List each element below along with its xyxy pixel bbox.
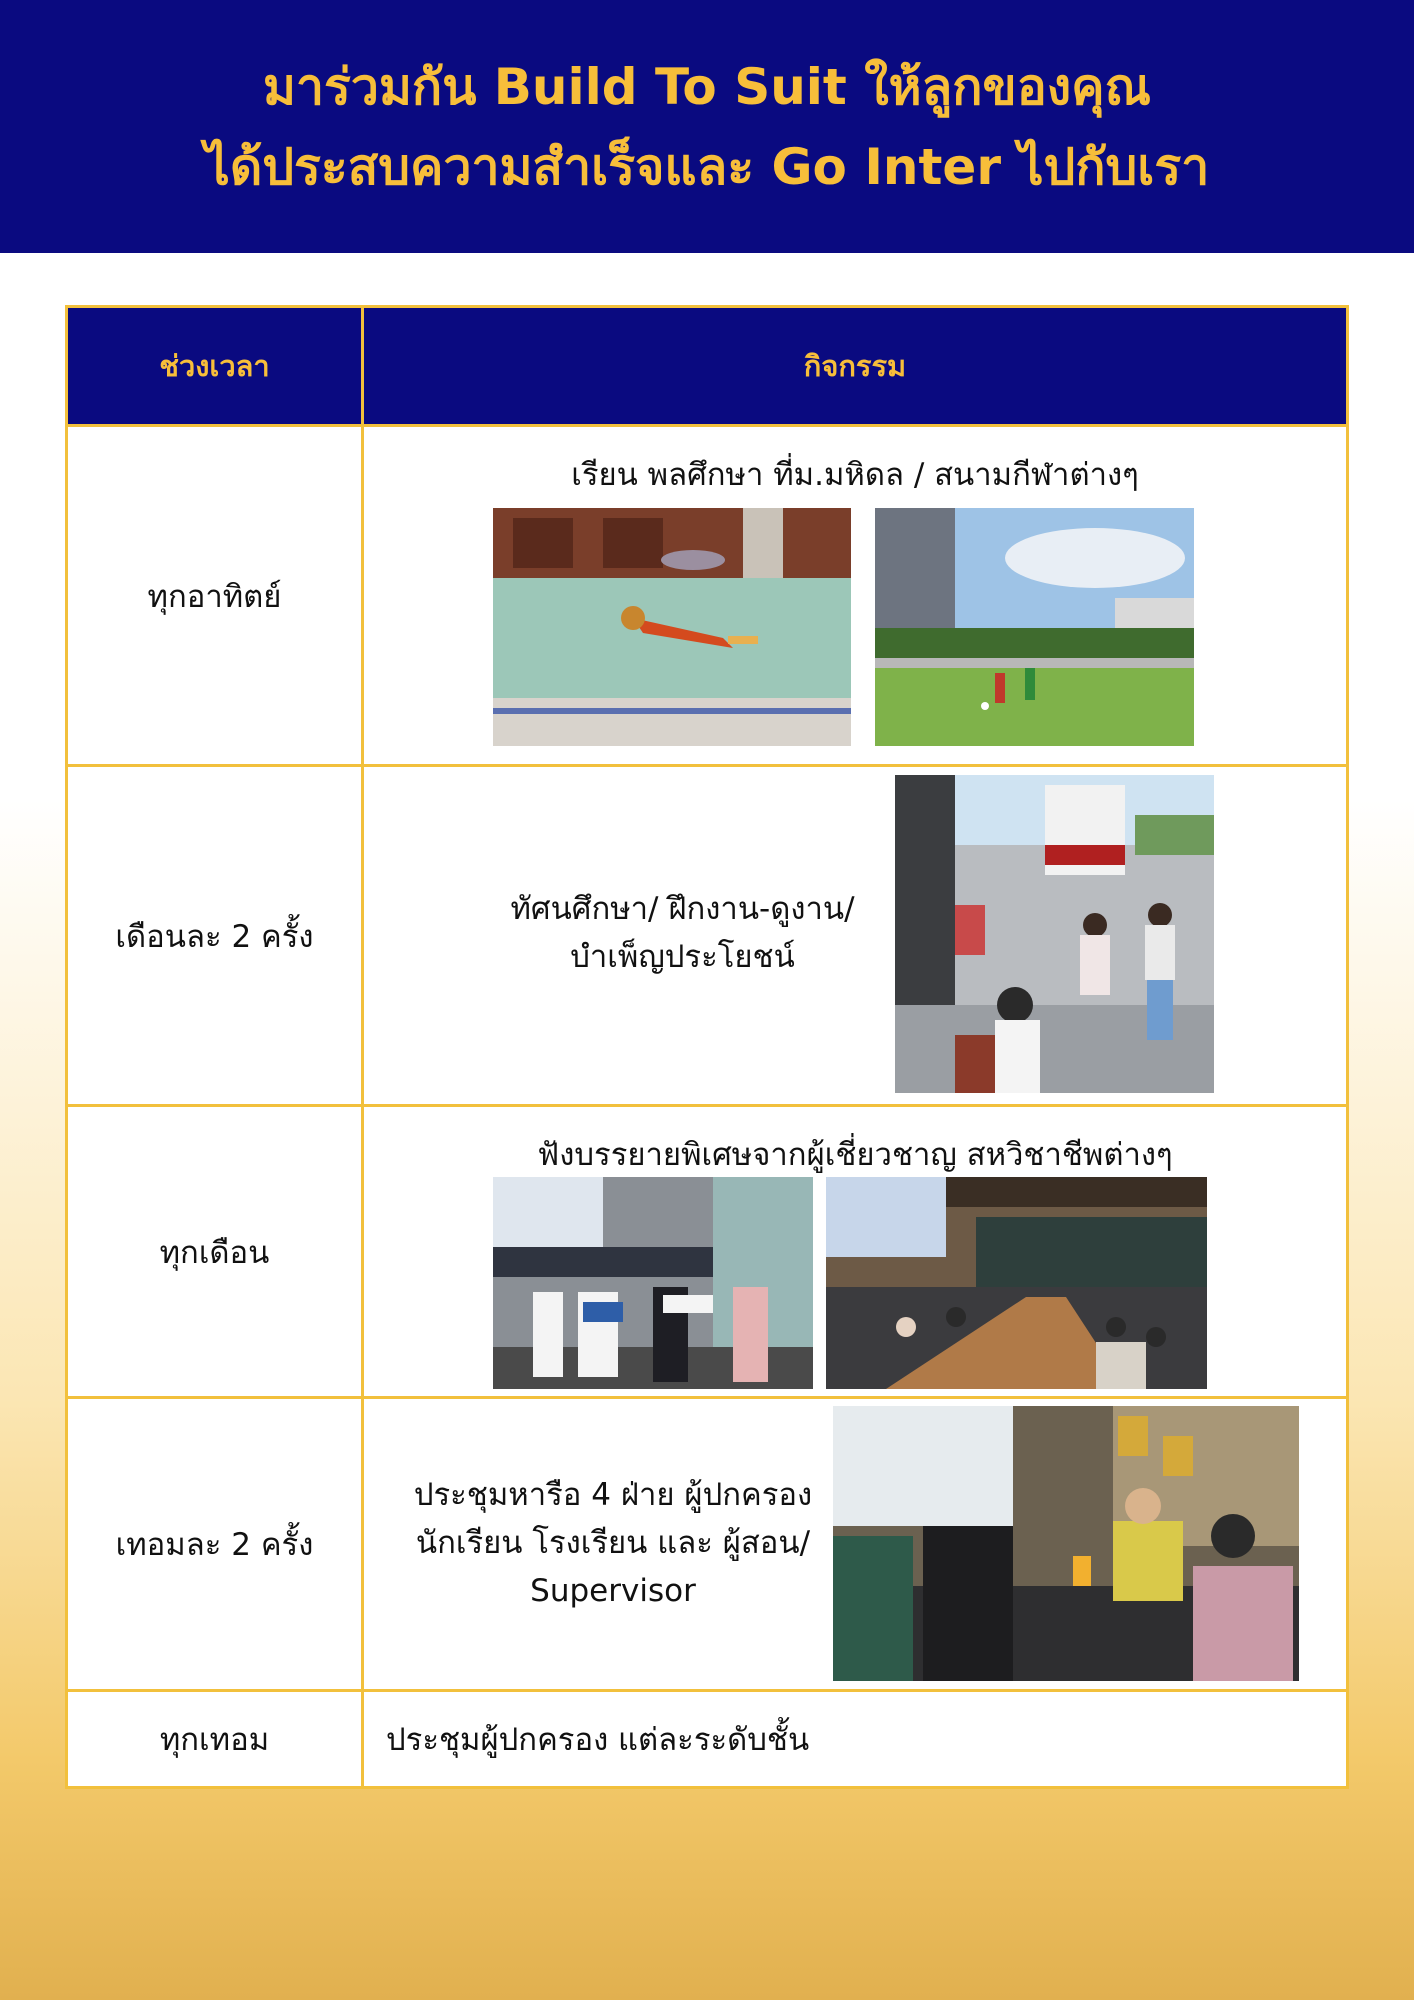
table-row xyxy=(68,764,1346,1104)
activity-text-line: นักเรียน โรงเรียน และ ผู้สอน/ xyxy=(415,1525,811,1561)
activity-text xyxy=(398,1471,828,1615)
time-cell: ทุกอาทิตย์ xyxy=(68,427,364,764)
activity-cell xyxy=(364,1107,1346,1396)
activity-cell xyxy=(364,1399,1346,1689)
column-header-activity: กิจกรรม xyxy=(803,349,907,383)
football-field-photo xyxy=(875,508,1194,746)
table-row xyxy=(68,1689,1346,1786)
activity-text xyxy=(510,885,855,981)
time-cell: ทุกเทอม xyxy=(68,1692,364,1786)
activity-text: เรียน พลศึกษา ที่ม.มหิดล / สนามกีฬาต่างๆ xyxy=(571,457,1139,493)
underwater-snorkel-photo xyxy=(493,508,851,746)
activity-schedule-table xyxy=(65,305,1349,1789)
table-row xyxy=(68,1396,1346,1689)
students-field-trip-photo xyxy=(895,775,1214,1093)
table-row xyxy=(68,1104,1346,1396)
activity-text-line: ประชุมหารือ 4 ฝ่าย ผู้ปกครอง xyxy=(413,1477,813,1513)
time-cell: เทอมละ 2 ครั้ง xyxy=(68,1399,364,1689)
column-header-time: ช่วงเวลา xyxy=(68,308,364,424)
activity-text: ประชุมผู้ปกครอง แต่ละระดับชั้น xyxy=(386,1722,810,1758)
table-row xyxy=(68,424,1346,764)
table-header-row xyxy=(68,308,1346,424)
header-title-line-1: มาร่วมกัน Build To Suit ให้ลูกของคุณ xyxy=(263,57,1151,116)
activity-cell xyxy=(364,427,1346,764)
activity-cell xyxy=(364,767,1346,1104)
lecture-hall-photo xyxy=(826,1177,1207,1389)
meeting-room-photo xyxy=(833,1406,1299,1681)
time-cell: เดือนละ 2 ครั้ง xyxy=(68,767,364,1104)
header-title-line-2: ได้ประสบความสำเร็จและ Go Inter ไปกับเรา xyxy=(204,137,1210,196)
activity-text-line: Supervisor xyxy=(530,1573,696,1609)
activity-text-line: ทัศนศึกษา/ ฝึกงาน-ดูงาน/ xyxy=(510,891,855,927)
activity-cell xyxy=(364,1692,1346,1786)
career-talk-photo xyxy=(493,1177,813,1389)
time-cell: ทุกเดือน xyxy=(68,1107,364,1396)
activity-text: ฟังบรรยายพิเศษจากผู้เชี่ยวชาญ สหวิชาชีพต่างๆ xyxy=(537,1137,1173,1173)
activity-text-line: บำเพ็ญประโยชน์ xyxy=(570,939,795,975)
page-header xyxy=(0,0,1414,253)
